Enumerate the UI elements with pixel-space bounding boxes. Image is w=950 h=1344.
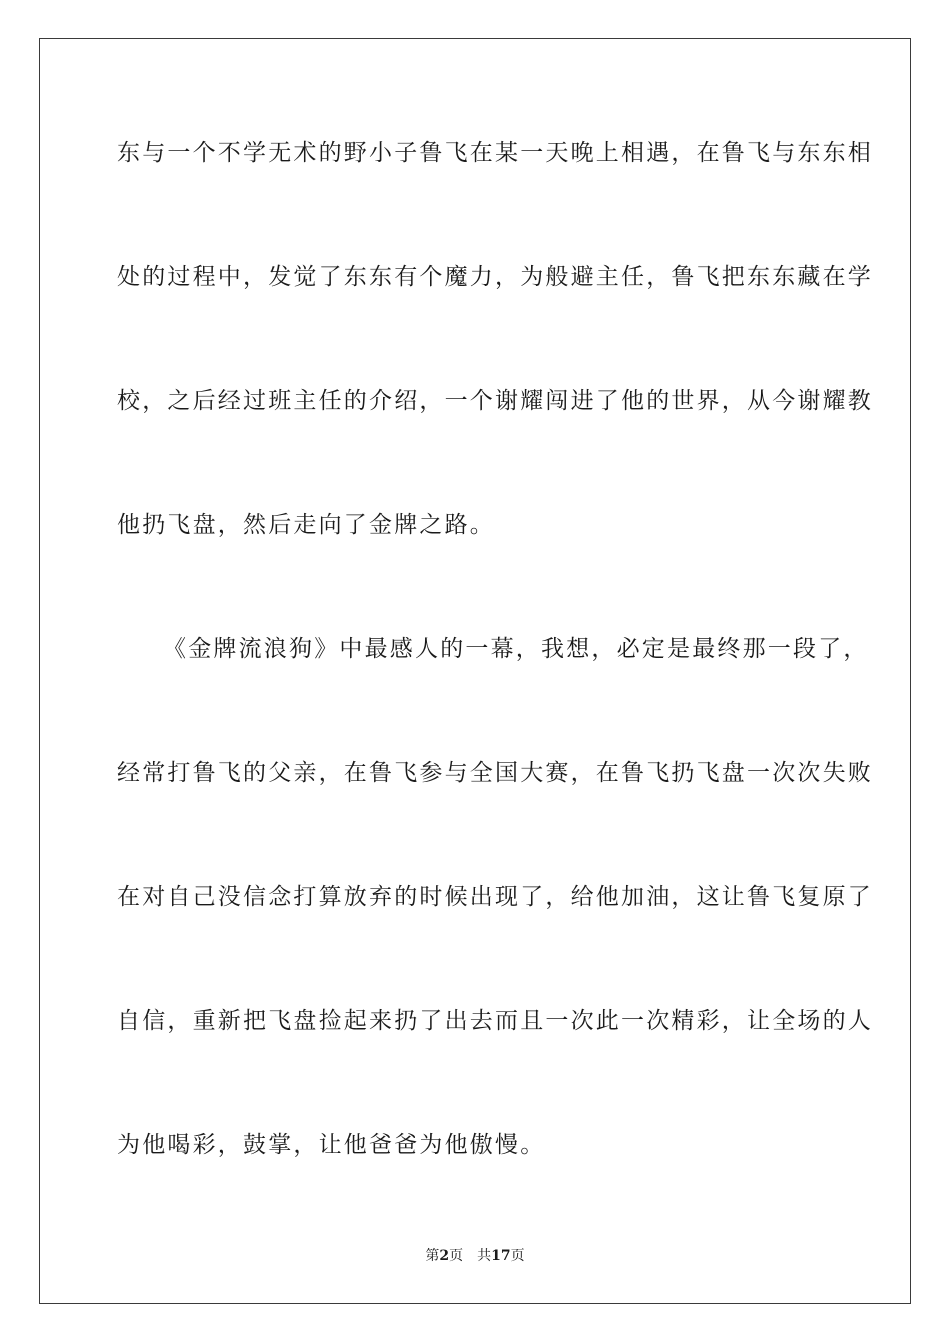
paragraph-line-9: 为他喝彩，鼓掌，让他爸爸为他傲慢。 bbox=[117, 1132, 546, 1158]
paragraph-line-1: 东与一个不学无术的野小子鲁飞在某一天晚上相遇，在鲁飞与东东相 bbox=[117, 140, 873, 166]
page-footer bbox=[0, 1247, 950, 1265]
footer-page-suffix: 页 bbox=[449, 1248, 464, 1264]
paragraph-line-8: 自信，重新把飞盘捡起来扔了出去而且一次此一次精彩，让全场的人 bbox=[117, 1008, 873, 1034]
paragraph-line-2: 处的过程中，发觉了东东有个魔力，为般避主任，鲁飞把东东藏在学 bbox=[117, 264, 873, 290]
paragraph-line-6: 经常打鲁飞的父亲，在鲁飞参与全国大赛，在鲁飞扔飞盘一次次失败 bbox=[117, 760, 873, 786]
footer-total-suffix: 页 bbox=[510, 1248, 525, 1264]
footer-total-pages: 17 bbox=[491, 1248, 511, 1264]
page-frame bbox=[39, 38, 911, 1304]
paragraph-line-7: 在对自己没信念打算放弃的时候出现了，给他加油，这让鲁飞复原了 bbox=[117, 884, 873, 910]
footer-page-prefix: 第 bbox=[425, 1248, 440, 1264]
footer-total-prefix: 共 bbox=[477, 1248, 492, 1264]
paragraph-line-4: 他扔飞盘，然后走向了金牌之路。 bbox=[117, 512, 495, 538]
paragraph-line-5: 《金牌流浪狗》中最感人的一幕，我想，必定是最终那一段了， bbox=[163, 636, 869, 662]
footer-page-number: 2 bbox=[439, 1248, 450, 1264]
paragraph-line-3: 校，之后经过班主任的介绍，一个谢耀闯进了他的世界，从今谢耀教 bbox=[117, 388, 873, 414]
